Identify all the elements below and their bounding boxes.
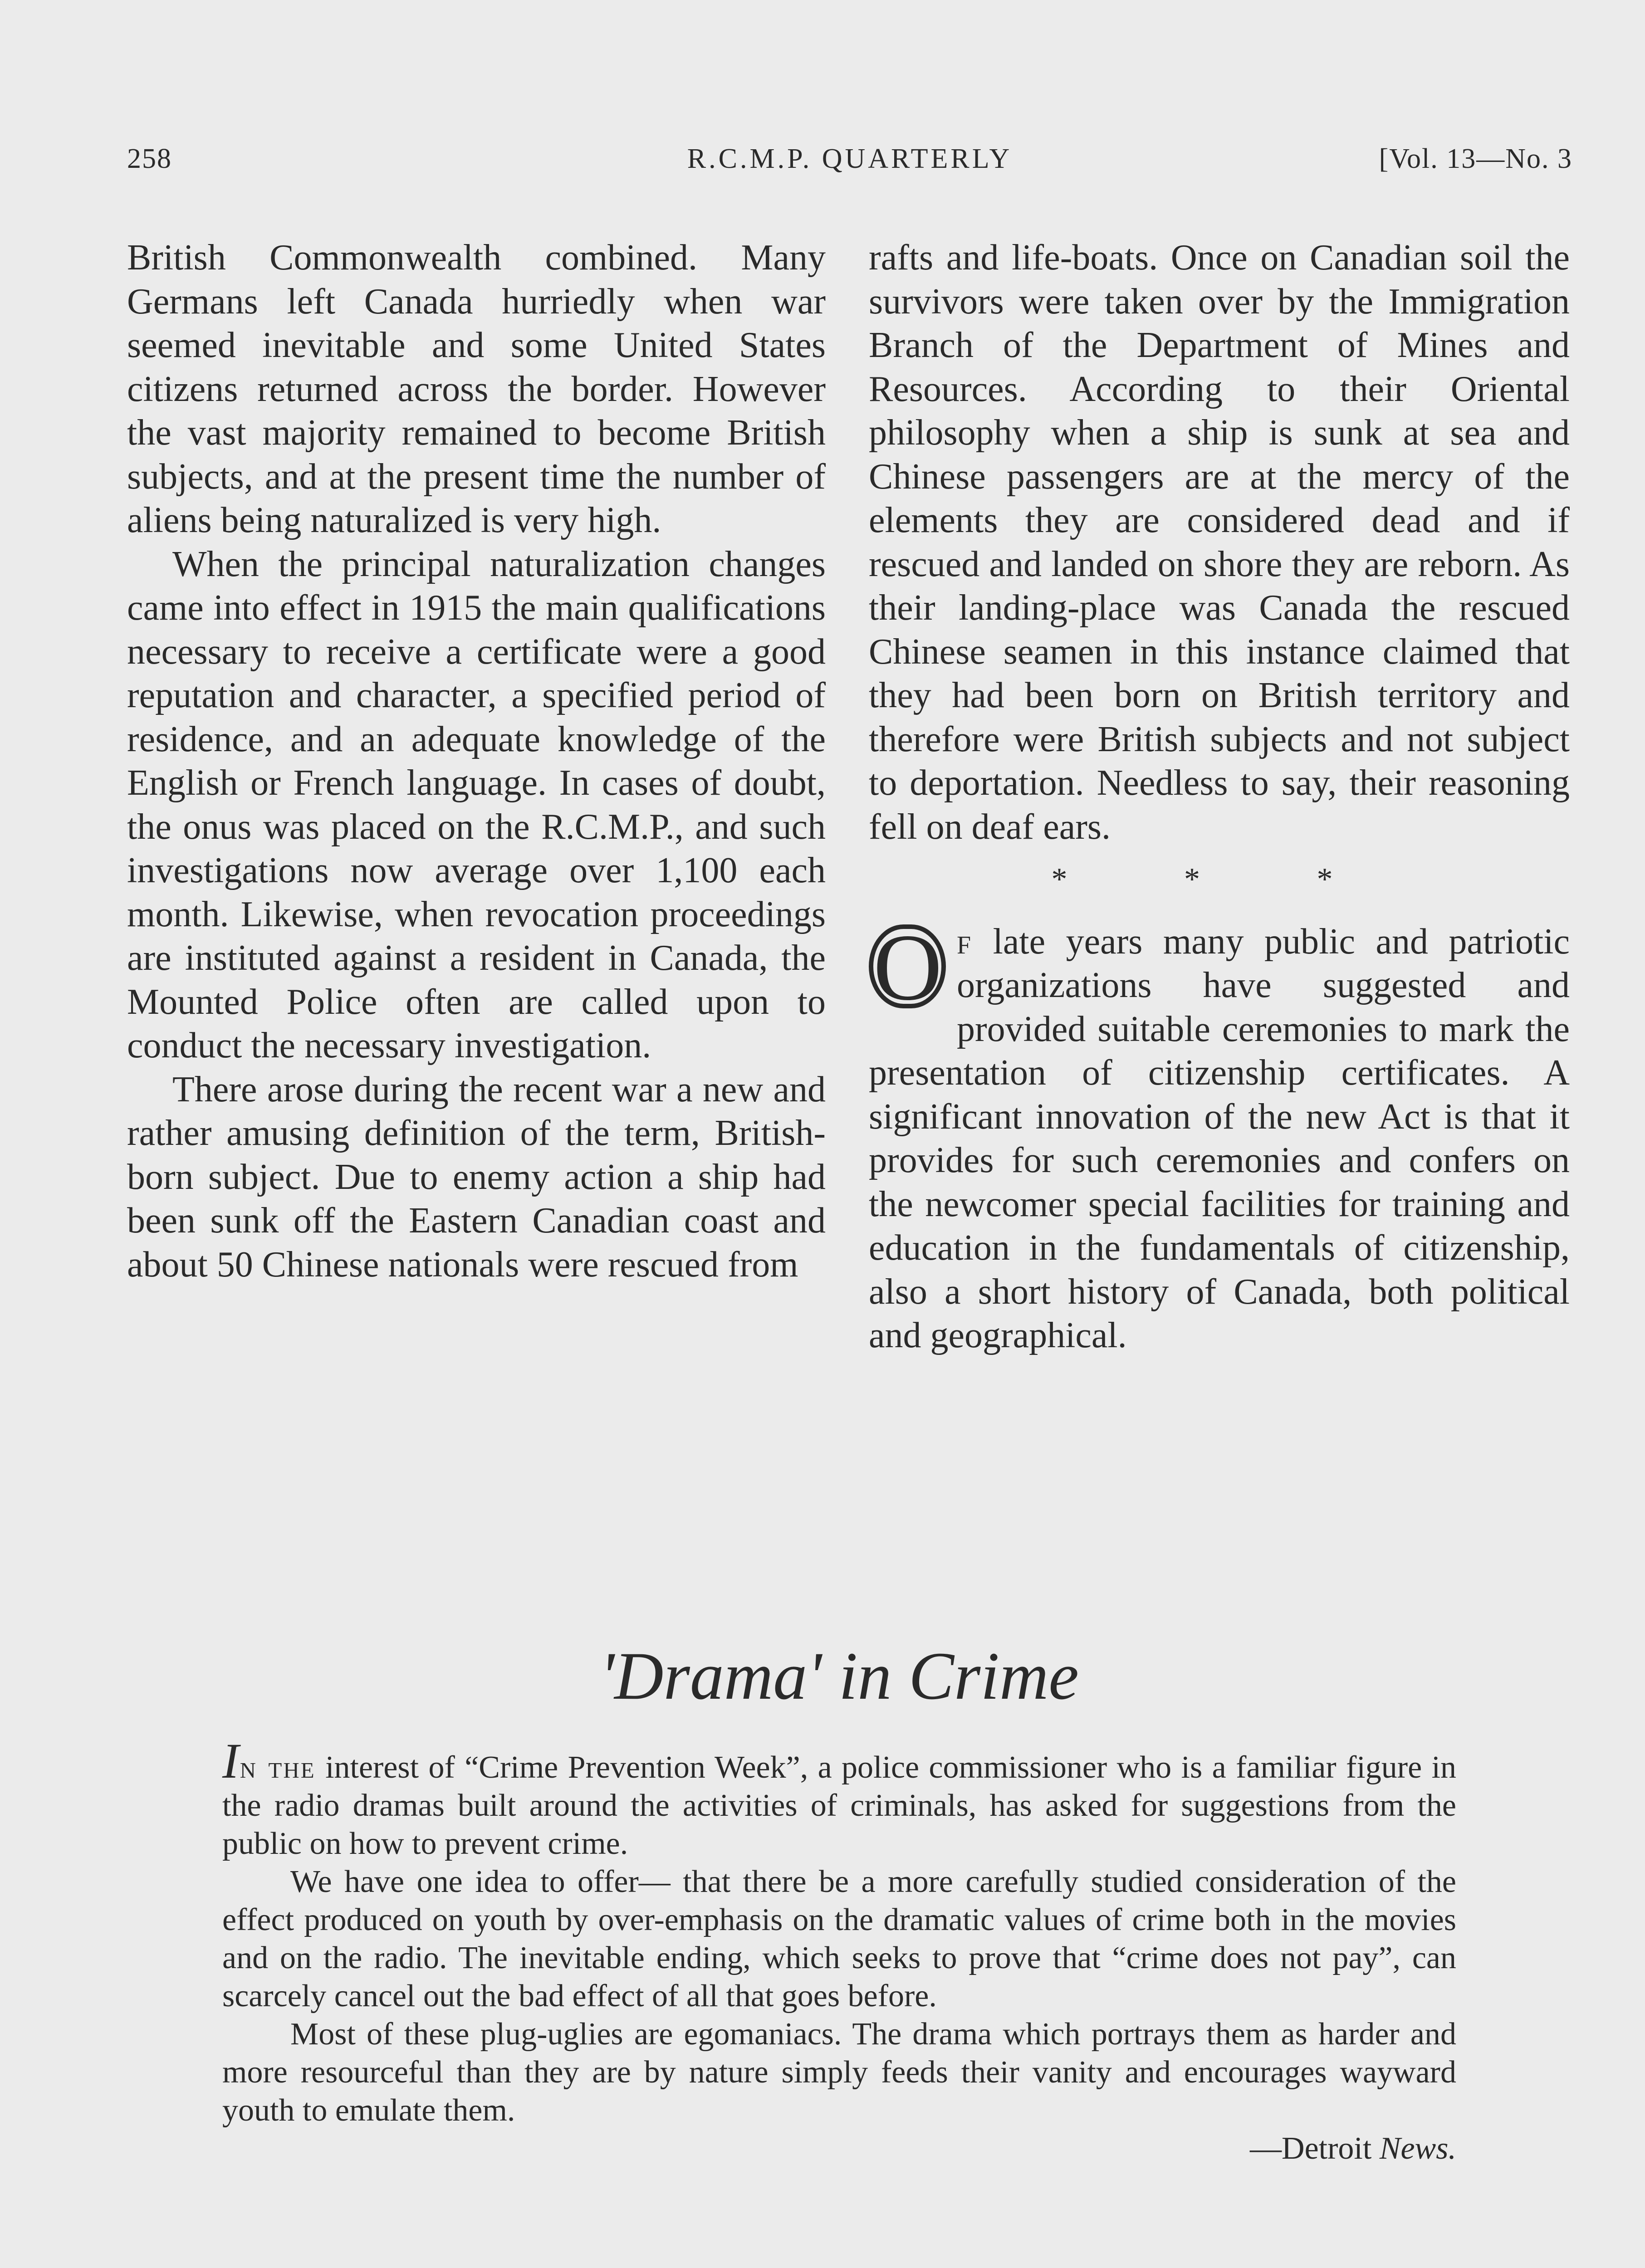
paragraph-with-dropcap bbox=[869, 914, 1570, 1358]
paragraph: There arose during the recent war a new and rather amusing definition of the term, British-born subject. Due to enemy action a ship had been sunk off the Eastern Canadian coast and about 50 Chinese nationals were rescued from bbox=[127, 1069, 826, 1285]
article-body bbox=[222, 1733, 1456, 2168]
lead-small-caps: n the bbox=[240, 1750, 316, 1785]
volume-issue: [Vol. 13—No. 3 bbox=[1379, 143, 1572, 174]
section-divider: * * * bbox=[1051, 862, 1387, 897]
paragraph: We have one idea to offer— that there be a more carefully studied consideration of the effect produced on youth by over-emphasis on the dramatic values of crime both in the movies and on the radio. The inevitable ending, which seeks to prove that “crime does not pay”, can scarcely cancel out the bad effect of all that goes before. bbox=[222, 1864, 1456, 2014]
paragraph: British Commonwealth combined. Many Germans left Canada hurriedly when war seemed inevitable and some United States citizens returned across the border. However the vast majority remained to become British subjects, and at the present time the number of aliens being naturalized is very high. bbox=[127, 238, 826, 540]
paragraph: Most of these plug-uglies are egomaniacs. The drama which portrays them as harder and more resourceful than they are by nature simply feeds their vanity and encourages wayward youth to emulate them. bbox=[222, 2017, 1456, 2128]
paragraph: rafts and life-boats. Once on Canadian soil the survivors were taken over by the Immigration Branch of the Department of Mines and Resources. According to their Oriental philosophy when a ship is sunk at sea and Chinese passengers are at the mercy of the elements they are considered dead and if rescued and landed on shore they are reborn. As their landing-place was Canada the rescued Chinese seamen in this instance claimed that they had been born on British territory and therefore were British subjects and not subject to deportation. Needless to say, their reasoning fell on deaf ears. bbox=[869, 238, 1570, 847]
attribution-source: News. bbox=[1379, 2131, 1456, 2166]
running-header bbox=[127, 143, 1572, 184]
right-column bbox=[869, 236, 1570, 1358]
lead-small-caps: f bbox=[957, 921, 973, 962]
paragraph: When the principal naturalization changes came into effect in 1915 the main qualifications necessary to receive a certificate were a good reputation and character, a specified period of residence, and an adequate knowledge of the English or French language. In cases of doubt, the onus was placed on the R.C.M.P., and such investigations now average over 1,100 each month. Likewise, when revocation proceedings are instituted against a resident in Canada, the Mounted Police often are called upon to conduct the necessary investigation. bbox=[127, 544, 826, 1066]
page-number: 258 bbox=[127, 143, 172, 174]
journal-title: R.C.M.P. QUARTERLY bbox=[687, 143, 1013, 174]
left-column bbox=[127, 236, 826, 1286]
article-title: 'Drama' in Crime bbox=[600, 1638, 1079, 1714]
paragraph bbox=[222, 1733, 1456, 1863]
attribution-prefix: —Detroit bbox=[1250, 2131, 1380, 2166]
paragraph-text: late years many public and patriotic organizations have suggested and provided suitable ceremonies to mark the presentation of citizenship certificates. A significant innovation of the new Act is that it provides for such ceremonies and confers on the newcomer special facilities for training and education in the fundamentals of citizenship, also a short history of Canada, both political and geographical. bbox=[869, 921, 1570, 1355]
lead-initial: I bbox=[222, 1733, 240, 1789]
paragraph-text: interest of “Crime Prevention Week”, a police commissioner who is a familiar figure in the radio dramas built around the activities of criminals, has asked for suggestions from the public on how to prevent crime. bbox=[222, 1750, 1456, 1861]
drop-cap: O bbox=[869, 924, 946, 1008]
attribution bbox=[222, 2130, 1456, 2168]
